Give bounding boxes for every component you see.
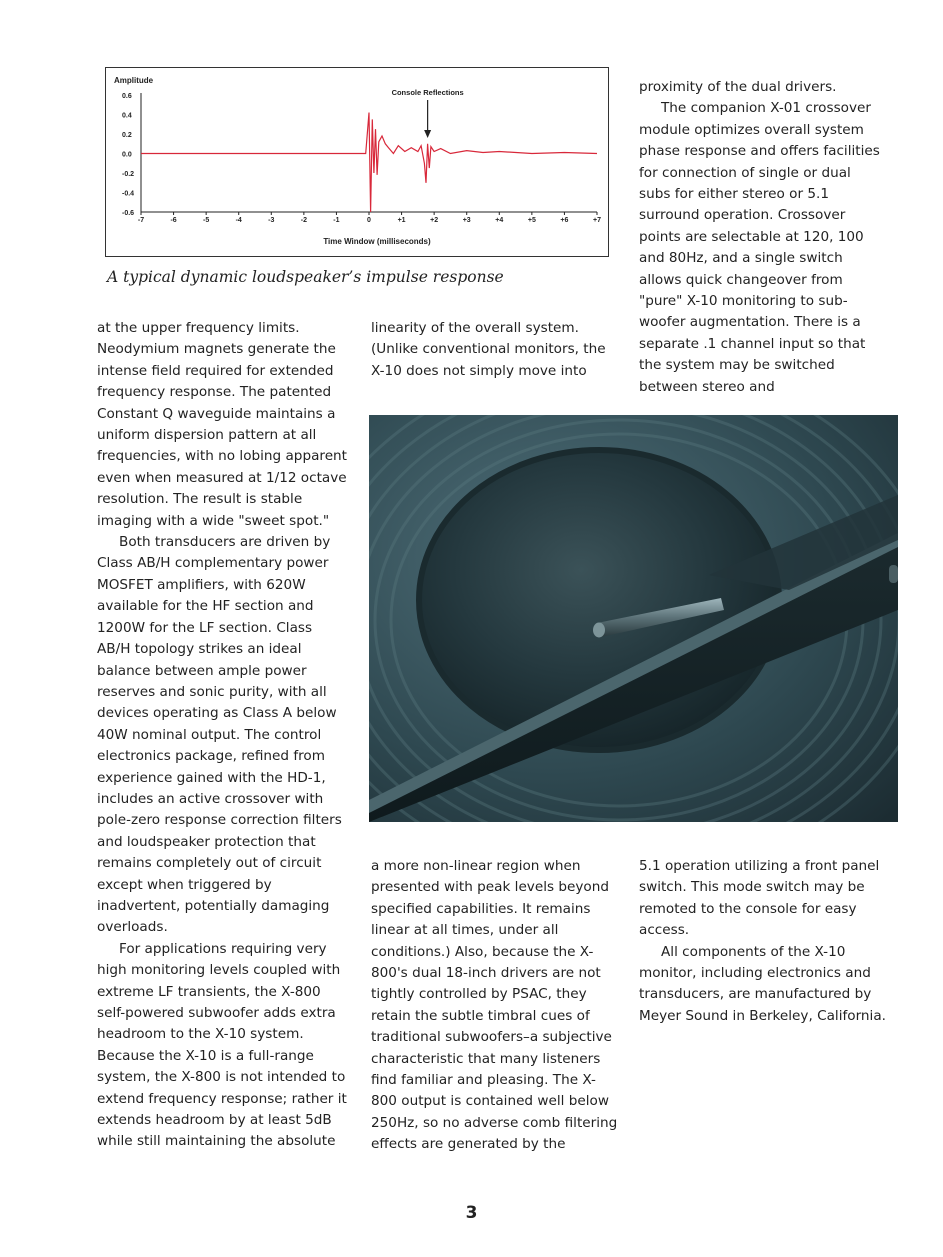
paragraph: a more non-linear region when presented with peak levels beyond specified capabilities. It remains linear at all times, under all conditions.) Also, because the X-800's dual 18-inch drivers are not tightly controlled by PSAC, they retain the subtle timbral cues of traditional subwoofers–a subjective characteristic that many listeners find familiar and pleasing. The X-800 output is contained well below 250Hz, so no adverse comb filtering effects are generated by the (371, 858, 618, 1153)
x-tick-label: +7 (593, 217, 601, 224)
page-number: 3 (465, 1203, 478, 1223)
impulse-response-chart (105, 67, 609, 257)
paragraph: For applications requiring very high monitoring levels coupled with extreme LF transients, the X-800 self-powered subwoofer adds extra headroom to the X-10 system. Because the X-10 is a full-range system, the X-800 is not intended to extend frequency response; rather it extends headroom by at least 5dB while still maintaining the absolute (97, 940, 347, 1150)
y-tick-label: 0.2 (122, 132, 132, 139)
y-tick-label: 0.0 (122, 151, 132, 159)
impulse-series-line (141, 113, 597, 213)
annotation-label: Console Reflections (391, 88, 464, 97)
paragraph: proximity of the dual drivers. (639, 79, 837, 95)
paragraph: The companion X-01 crossover module optimizes overall system phase response and offers facilities for connection of single or dual subs for either stereo or 5.1 surround operation. Crossover points are selectable at 120, 100 and 80Hz, and a single switch allows quick changeover from "pure" X-10 monitoring to sub-woofer augmentation. There is a separate .1 channel input so that the system may be switched between stereo and (639, 100, 880, 395)
paragraph: 5.1 operation utilizing a front panel switch. This mode switch may be remoted to the console for easy access. (639, 858, 880, 939)
paragraph: All components of the X-10 monitor, including electronics and transducers, are manufactured by Meyer Sound in Berkeley, California. (639, 943, 886, 1024)
y-tick-label: 0.4 (122, 112, 132, 120)
paragraph: at the upper frequency limits. Neodymium magnets generate the intense field required for extended frequency response. The patented Constant Q waveguide maintains a uniform dispersion pattern at all frequencies, with no lobing apparent even when measured at 1/12 octave resolution. The result is stable imaging with a wide "sweet spot." (97, 320, 347, 529)
x-tick-label: 0 (367, 217, 371, 224)
x-tick-label: -3 (268, 217, 275, 224)
x-tick-label: +2 (430, 217, 439, 224)
x-tick-label: +5 (527, 217, 536, 224)
paragraph: Both transducers are driven by Class AB/H complementary power MOSFET amplifiers, with 620W available for the HF section and 1200W for the LF section. Class AB/H topology strikes an ideal balance between ample power reserves and sonic purity, with all devices operating as Class A below 40W nominal output. The control electronics package, refined from experience gained with the HD-1, includes an active crossover with pole-zero response correction filters and loudspeaker protection that remains completely out of circuit except when triggered by inadvertent, potentially damaging overloads. (97, 534, 342, 936)
loudspeaker-photo (369, 415, 898, 822)
x-tick-label: +6 (560, 217, 569, 224)
y-tick-label: -0.4 (122, 190, 135, 198)
x-tick-label: -6 (170, 217, 177, 224)
figure-caption: A typical dynamic loudspeaker’s impulse response (107, 268, 504, 286)
text-column-middle-bottom (371, 856, 621, 1156)
y-tick-label: -0.6 (122, 210, 135, 217)
paragraph: linearity of the overall system. (Unlike conventional monitors, the X-10 does not simply move into (371, 320, 606, 379)
text-column-middle-top (371, 318, 621, 382)
x-tick-label: -2 (300, 217, 307, 224)
x-tick-label: -1 (333, 217, 340, 224)
x-tick-label: +4 (495, 217, 504, 224)
text-column-left (97, 318, 347, 1153)
x-tick-label: -7 (137, 217, 145, 224)
x-tick-label: -4 (235, 217, 242, 224)
loudspeaker-driver-image (369, 415, 898, 822)
chart-canvas (106, 68, 608, 256)
x-axis-label: Time Window (milliseconds) (323, 237, 431, 246)
annotation-arrow-head (424, 130, 431, 138)
y-tick-label: -0.2 (122, 171, 135, 178)
x-tick-label: -5 (203, 217, 210, 224)
text-column-right-bottom (639, 856, 889, 1027)
y-tick-label: 0.6 (122, 93, 132, 100)
x-tick-label: +1 (397, 217, 406, 224)
text-column-right-top (639, 77, 885, 398)
x-tick-label: +3 (462, 217, 471, 224)
y-axis-label: Amplitude (114, 76, 154, 85)
